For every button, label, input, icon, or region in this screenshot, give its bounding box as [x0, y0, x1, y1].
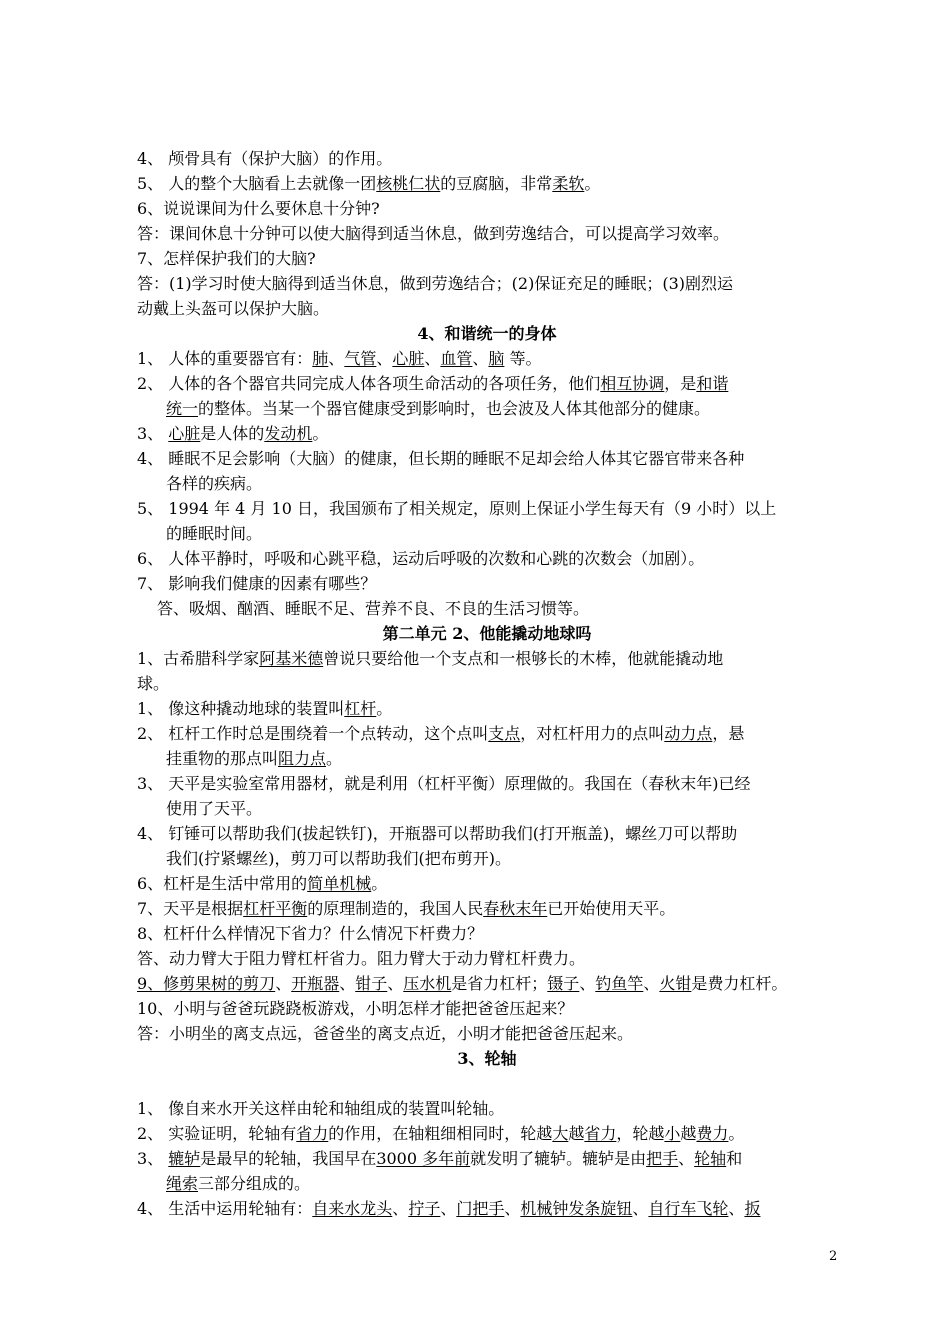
text-line: 的睡眠时间。 — [166, 524, 263, 543]
text-line: 1、 像自来水开关这样由轮和轴组成的装置叫轮轴。 — [137, 1099, 505, 1118]
text-line: 挂重物的那点叫阻力点。 — [166, 749, 343, 768]
text-line: 7、怎样保护我们的大脑? — [137, 249, 316, 268]
answer-line: 答、吸烟、酗酒、睡眠不足、营养不良、不良的生活习惯等。 — [157, 599, 590, 618]
text-line: 使用了天平。 — [166, 799, 263, 818]
text-line: 6、杠杆是生活中常用的简单机械。 — [137, 874, 388, 893]
text-line: 10、小明与爸爸玩跷跷板游戏，小明怎样才能把爸爸压起来？ — [137, 999, 574, 1018]
text-line: 2、 实验证明，轮轴有省力的作用，在轴粗细相同时，轮越大越省力，轮越小越费力。 — [137, 1124, 745, 1143]
underlined-term: 钓鱼竿 — [595, 974, 644, 993]
text-line: 3、 心脏是人体的发动机。 — [137, 424, 329, 443]
answer-line: 答、动力臂大于阻力臂杠杆省力。阻力臂大于动力臂杠杆费力。 — [137, 949, 586, 968]
underlined-term: 扳 — [744, 1199, 761, 1218]
underlined-term: 核桃仁状 — [376, 174, 441, 193]
underlined-term: 火钳 — [659, 974, 692, 993]
underlined-term: 柔软 — [552, 174, 585, 193]
page-number: 2 — [829, 1249, 838, 1264]
section-heading: 4、和谐统一的身体 — [417, 324, 557, 343]
underlined-term: 动力点 — [664, 724, 713, 743]
answer-line: 答：小明坐的离支点远，爸爸坐的离支点近，小明才能把爸爸压起来。 — [137, 1024, 634, 1043]
text-line: 3、 天平是实验室常用器材，就是利用（杠杆平衡）原理做的。我国在（春秋末年)已经 — [137, 774, 751, 793]
underlined-term: 拧子 — [408, 1199, 441, 1218]
underlined-term: 气管 — [344, 349, 377, 368]
underlined-term: 绳索 — [166, 1174, 199, 1193]
underlined-term: 辘轳 — [168, 1149, 201, 1168]
underlined-term: 杠杆 — [344, 699, 377, 718]
answer-line: 答：课间休息十分钟可以使大脑得到适当休息，做到劳逸结合，可以提高学习效率。 — [137, 224, 730, 243]
underlined-term: 简单机械 — [307, 874, 372, 893]
text-line: 7、天平是根据杠杆平衡的原理制造的，我国人民春秋末年已开始使用天平。 — [137, 899, 676, 918]
underlined-term: 自行车飞轮 — [648, 1199, 729, 1218]
text-line: 球。 — [137, 674, 170, 693]
underlined-term: 钳子 — [355, 974, 388, 993]
underlined-term: 阿基米德 — [259, 649, 324, 668]
text-line: 7、 影响我们健康的因素有哪些？ — [137, 574, 377, 593]
underlined-term: 机械钟发条旋钮 — [520, 1199, 633, 1218]
text-line: 4、 生活中运用轮轴有：自来水龙头、拧子、门把手、机械钟发条旋钮、自行车飞轮、扳 — [137, 1199, 761, 1218]
text-line: 8、杠杆什么样情况下省力？什么情况下杆费力？ — [137, 924, 484, 943]
text-line: 2、 杠杆工作时总是围绕着一个点转动，这个点叫支点，对杠杆用力的点叫动力点，悬 — [137, 724, 745, 743]
text-line: 5、 1994 年 4 月 10 日，我国颁布了相关规定，原则上保证小学生每天有（9 小时）以上 — [137, 499, 777, 518]
underlined-term: 3000 多年前 — [376, 1149, 471, 1168]
underlined-term: 门把手 — [456, 1199, 505, 1218]
text-line: 绳索三部分组成的。 — [166, 1174, 311, 1193]
underlined-term: 费力 — [696, 1124, 729, 1143]
underlined-term: 轮轴 — [694, 1149, 727, 1168]
underlined-term: 杠杆平衡 — [243, 899, 308, 918]
underlined-term: 镊子 — [547, 974, 580, 993]
text-line: 6、 人体平静时，呼吸和心跳平稳，运动后呼吸的次数和心跳的次数会（加剧）。 — [137, 549, 705, 568]
text-line: 统一的整体。当某一个器官健康受到影响时，也会波及人体其他部分的健康。 — [166, 399, 711, 418]
underlined-term: 省力 — [296, 1124, 329, 1143]
underlined-term: 9、修剪果树的剪刀 — [137, 974, 276, 993]
section-heading: 3、轮轴 — [457, 1049, 517, 1068]
underlined-term: 支点 — [488, 724, 521, 743]
text-line: 9、修剪果树的剪刀、开瓶器、钳子、压水机是省力杠杆；镊子、钓鱼竿、火钳是费力杠杆。 — [137, 974, 788, 993]
underlined-term: 压水机 — [403, 974, 452, 993]
underlined-term: 春秋末年 — [483, 899, 548, 918]
underlined-term: 肺 — [312, 349, 329, 368]
text-line: 5、 人的整个大脑看上去就像一团核桃仁状的豆腐脑，非常柔软。 — [137, 174, 601, 193]
text-line: 2、 人体的各个器官共同完成人体各项生命活动的各项任务，他们相互协调，是和谐 — [137, 374, 729, 393]
text-line: 我们(拧紧螺丝)，剪刀可以帮助我们(把布剪开)。 — [166, 849, 511, 868]
text-line: 4、 睡眠不足会影响（大脑）的健康，但长期的睡眠不足却会给人体其它器官带来各种 — [137, 449, 745, 468]
answer-line: 答：(1)学习时使大脑得到适当休息，做到劳逸结合；(2)保证充足的睡眠；(3)剧烈运 — [137, 274, 733, 293]
text-line: 6、说说课间为什么要休息十分钟? — [137, 199, 380, 218]
underlined-term: 省力 — [584, 1124, 617, 1143]
underlined-term: 发动机 — [264, 424, 313, 443]
text-line: 各样的疾病。 — [166, 474, 263, 493]
underlined-term: 小 — [664, 1124, 681, 1143]
underlined-term: 心脏 — [168, 424, 201, 443]
text-line: 1、古希腊科学家阿基米德曾说只要给他一个支点和一根够长的木棒，他就能撬动地 — [137, 649, 724, 668]
underlined-term: 自来水龙头 — [312, 1199, 393, 1218]
underlined-term: 血管 — [440, 349, 473, 368]
underlined-term: 心脏 — [392, 349, 425, 368]
underlined-term: 把手 — [646, 1149, 679, 1168]
underlined-term: 相互协调 — [600, 374, 665, 393]
text-line: 1、 像这种撬动地球的装置叫杠杆。 — [137, 699, 393, 718]
underlined-term: 开瓶器 — [291, 974, 340, 993]
text-line: 4、 颅骨具有（保护大脑）的作用。 — [137, 149, 393, 168]
underlined-term: 统一 — [166, 399, 199, 418]
underlined-term: 阻力点 — [278, 749, 327, 768]
section-heading: 第二单元 2、他能撬动地球吗 — [382, 624, 592, 643]
text-line: 1、 人体的重要器官有：肺、气管、心脏、血管、脑 等。 — [137, 349, 542, 368]
underlined-term: 和谐 — [696, 374, 729, 393]
underlined-term: 脑 — [488, 349, 505, 368]
text-line: 3、 辘轳是最早的轮轴，我国早在3000 多年前就发明了辘轳。辘轳是由把手、轮轴和 — [137, 1149, 743, 1168]
answer-line: 动戴上头盔可以保护大脑。 — [137, 299, 330, 318]
text-line: 4、 钉锤可以帮助我们(拔起铁钉)，开瓶器可以帮助我们(打开瓶盖)，螺丝刀可以帮助 — [137, 824, 738, 843]
underlined-term: 大 — [552, 1124, 569, 1143]
